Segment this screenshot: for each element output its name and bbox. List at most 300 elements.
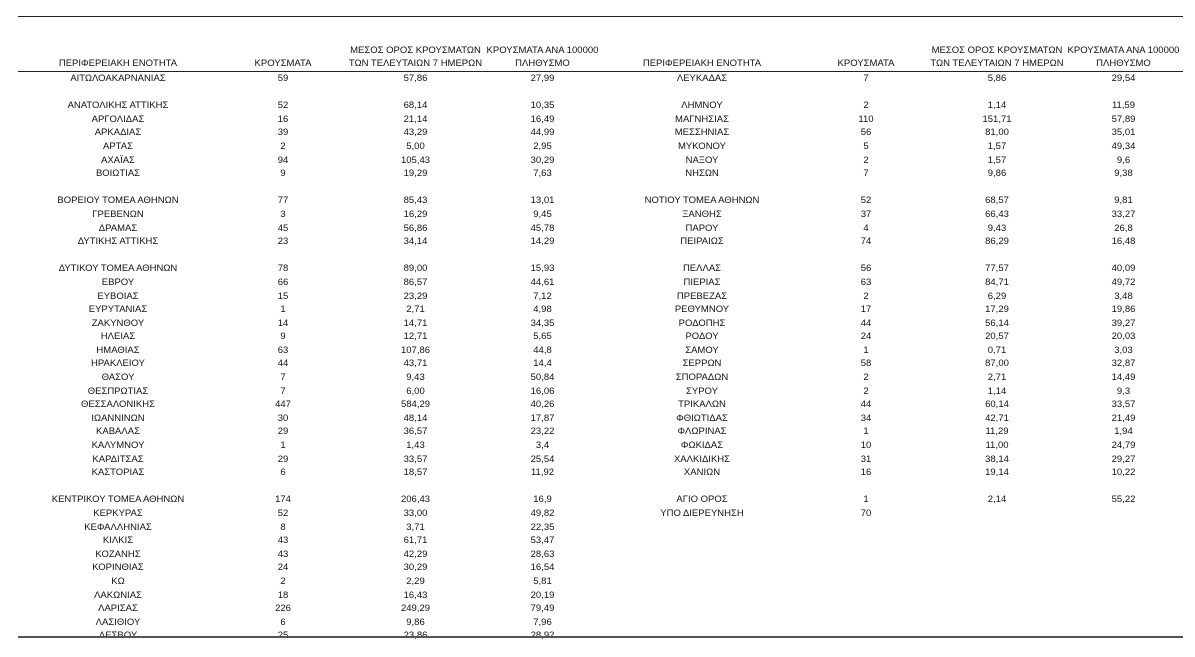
- per-100k-cell: 20,19: [530, 589, 555, 601]
- cases-cell: 10: [860, 440, 872, 452]
- avg-7-days-cell: 77,57: [985, 263, 1009, 275]
- table-left-half: [18, 44, 602, 643]
- region-cell: ΛΑΡΙΣΑΣ: [98, 603, 138, 615]
- table-row: [602, 425, 1183, 439]
- per-100k-cell: 17,87: [530, 412, 555, 424]
- header-cases-label: ΚΡΟΥΣΜΑΤΑ: [837, 58, 895, 69]
- cases-cell: 66: [277, 276, 289, 288]
- table-row: [18, 412, 602, 426]
- cases-cell: 23: [277, 236, 289, 248]
- avg-7-days-cell: 16,29: [403, 208, 428, 220]
- per-100k-cell: 16,48: [1111, 236, 1136, 248]
- avg-7-days-cell: 6,00: [406, 385, 425, 397]
- region-cell: ΚΕΦΑΛΛΗΝΙΑΣ: [84, 521, 152, 533]
- table-row: [18, 602, 602, 616]
- region-cell: ΣΕΡΡΩΝ: [682, 358, 722, 370]
- table-row: [18, 344, 602, 358]
- per-100k-cell: 49,72: [1111, 276, 1136, 288]
- avg-7-days-cell: 2,14: [987, 494, 1007, 506]
- avg-7-days-cell: 33,57: [403, 453, 428, 465]
- cases-cell: 70: [860, 508, 872, 519]
- cases-cell: 9: [280, 168, 286, 180]
- avg-7-days-cell: 81,00: [985, 127, 1009, 139]
- table-row: [602, 276, 1183, 290]
- per-100k-cell: 14,49: [1111, 372, 1136, 384]
- avg-7-days-cell: 17,29: [985, 304, 1009, 316]
- cases-cell: 2: [863, 154, 869, 166]
- cases-cell: 16: [277, 113, 289, 125]
- header-cases-label: ΚΡΟΥΣΜΑΤΑ: [254, 58, 312, 69]
- table-row: [602, 344, 1183, 358]
- table-row: [18, 290, 602, 304]
- region-cell: ΚΙΛΚΙΣ: [102, 535, 134, 547]
- spacer-row: [18, 86, 602, 100]
- cases-cell: 58: [860, 358, 872, 370]
- per-100k-cell: 21,49: [1111, 412, 1136, 424]
- table-row: [602, 222, 1183, 236]
- per-100k-cell: 39,27: [1111, 317, 1136, 329]
- table-row: [602, 303, 1183, 317]
- cases-table-right: [602, 44, 1183, 521]
- avg-7-days-cell: 20,57: [985, 331, 1009, 343]
- cases-cell: 34: [860, 412, 872, 424]
- avg-7-days-cell: 2,29: [406, 575, 425, 587]
- per-100k-cell: 33,57: [1111, 399, 1136, 411]
- per-100k-cell: 19,86: [1111, 304, 1136, 316]
- region-cell: ΓΡΕΒΕΝΩΝ: [92, 208, 144, 220]
- table-row: [18, 330, 602, 344]
- region-cell: ΜΑΓΝΗΣΙΑΣ: [675, 113, 729, 125]
- cases-cell: 1: [863, 344, 869, 356]
- per-100k-cell: 10,22: [1111, 467, 1136, 479]
- avg-7-days-cell: 57,86: [403, 73, 428, 84]
- region-cell: ΦΘΙΩΤΙΔΑΣ: [676, 412, 728, 424]
- table-row: [18, 425, 602, 439]
- cases-cell: 43: [277, 535, 289, 547]
- header-avg-line2: ΤΩΝ ΤΕΛΕΥΤΑΙΩΝ 7 ΗΜΕΡΩΝ: [348, 58, 483, 69]
- per-100k-cell: 22,35: [530, 521, 555, 533]
- table-row: [18, 262, 602, 276]
- per-100k-cell: 11,59: [1111, 100, 1136, 112]
- per-100k-cell: 26,8: [1114, 222, 1133, 234]
- cases-cell: 16: [860, 467, 872, 479]
- header-per-100k: [483, 44, 602, 72]
- avg-7-days-cell: 23,29: [403, 290, 428, 302]
- cases-cell: 9: [280, 331, 286, 343]
- cases-cell: 5: [863, 140, 869, 152]
- table-row: [602, 371, 1183, 385]
- per-100k-cell: 28,63: [530, 548, 555, 560]
- per-100k-cell: 57,89: [1111, 113, 1136, 125]
- region-cell: ΑΓΙΟ ΟΡΟΣ: [676, 494, 728, 506]
- cases-cell: 44: [860, 399, 872, 411]
- table-row: [18, 589, 602, 603]
- cases-cell: 59: [277, 73, 289, 84]
- cases-cell: 226: [275, 603, 291, 615]
- per-100k-cell: 5,81: [533, 575, 552, 587]
- region-cell: ΚΑΛΥΜΝΟΥ: [91, 440, 145, 452]
- table-row: [18, 276, 602, 290]
- spacer-cell: [18, 86, 602, 100]
- cases-cell: 14: [277, 317, 289, 329]
- avg-7-days-cell: 56,86: [403, 222, 428, 234]
- header-avg-line1: ΜΕΣΟΣ ΟΡΟΣ ΚΡΟΥΣΜΑΤΩΝ: [931, 45, 1063, 56]
- region-cell: ΣΑΜΟΥ: [685, 344, 719, 356]
- table-body-left: [18, 72, 602, 643]
- per-100k-cell: 1,94: [1114, 426, 1133, 438]
- cases-cell: 1: [863, 426, 869, 438]
- per-100k-cell: 29,27: [1111, 453, 1136, 465]
- per-100k-cell: 44,61: [530, 276, 555, 288]
- cases-cell: 44: [277, 358, 289, 370]
- header-row: [602, 44, 1183, 72]
- region-cell: ΤΡΙΚΑΛΩΝ: [678, 399, 726, 411]
- per-100k-cell: 44,8: [533, 344, 552, 356]
- table-row: [18, 72, 602, 86]
- table-row: [18, 154, 602, 168]
- cases-cell: 447: [275, 399, 291, 411]
- region-cell: ΚΟΡΙΝΘΙΑΣ: [92, 562, 144, 574]
- table-row: [602, 262, 1183, 276]
- avg-7-days-cell: 60,14: [985, 399, 1009, 411]
- cases-cell: 4: [863, 222, 869, 234]
- avg-7-days-cell: 1,57: [987, 154, 1007, 166]
- cases-cell: 1: [863, 494, 869, 506]
- avg-7-days-cell: 43,71: [403, 358, 428, 370]
- avg-7-days-cell: 68,57: [985, 195, 1009, 207]
- per-100k-cell: 27,99: [530, 73, 555, 84]
- region-cell: ΛΕΥΚΑΔΑΣ: [676, 73, 728, 84]
- cases-cell: 15: [277, 290, 289, 302]
- avg-7-days-cell: 0,71: [987, 344, 1007, 356]
- avg-7-days-cell: 3,71: [406, 521, 425, 533]
- region-cell: ΙΩΑΝΝΙΝΩΝ: [91, 412, 145, 424]
- region-cell: ΦΩΚΙΔΑΣ: [680, 440, 724, 452]
- per-100k-cell: 9,45: [533, 208, 552, 220]
- region-cell: ΛΗΜΝΟΥ: [681, 100, 723, 112]
- cases-cell: 2: [280, 575, 286, 587]
- cases-cell: 56: [860, 263, 872, 275]
- region-cell: ΦΛΩΡΙΝΑΣ: [677, 426, 727, 438]
- per-100k-cell: 20,03: [1111, 331, 1136, 343]
- per-100k-cell: 3,03: [1114, 344, 1133, 356]
- cases-cell: 7: [280, 385, 286, 397]
- spacer-cell: [18, 181, 602, 195]
- cases-cell: 63: [860, 276, 872, 288]
- per-100k-cell: 5,65: [533, 331, 552, 343]
- region-cell: ΗΡΑΚΛΕΙΟΥ: [91, 358, 145, 370]
- avg-7-days-cell: 87,00: [985, 358, 1009, 370]
- avg-7-days-cell: 30,29: [403, 562, 428, 574]
- spacer-row: [18, 249, 602, 263]
- table-body-right: [602, 72, 1183, 521]
- per-100k-cell: 4,98: [533, 304, 552, 316]
- spacer-row: [18, 480, 602, 494]
- avg-7-days-cell: 21,14: [403, 113, 428, 125]
- region-cell: ΧΑΛΚΙΔΙΚΗΣ: [673, 453, 731, 465]
- region-cell: ΚΩ: [111, 575, 125, 587]
- per-100k-cell: 11,92: [530, 467, 555, 479]
- cases-cell: 17: [860, 304, 872, 316]
- region-cell: ΕΥΡΥΤΑΝΙΑΣ: [88, 304, 148, 316]
- region-cell: ΛΑΚΩΝΙΑΣ: [94, 589, 142, 601]
- cases-cell: 29: [277, 453, 289, 465]
- table-row: [602, 99, 1183, 113]
- avg-7-days-cell: 66,43: [985, 208, 1009, 220]
- region-cell: ΠΑΡΟΥ: [685, 222, 719, 234]
- region-cell: ΡΕΘΥΜΝΟΥ: [674, 304, 730, 316]
- per-100k-cell: 50,84: [530, 372, 555, 384]
- avg-7-days-cell: 19,14: [985, 467, 1009, 479]
- table-row: [18, 561, 602, 575]
- per-100k-cell: 30,29: [530, 154, 555, 166]
- region-cell: ΜΥΚΟΝΟΥ: [678, 140, 726, 152]
- cases-cell: 45: [277, 222, 289, 234]
- avg-7-days-cell: 43,29: [403, 127, 428, 139]
- header-cases: [218, 44, 348, 72]
- per-100k-cell: 45,78: [530, 222, 555, 234]
- per-100k-cell: 7,63: [533, 168, 552, 180]
- table-row: [602, 167, 1183, 181]
- header-per100k-line1: ΚΡΟΥΣΜΑΤΑ ΑΝΑ 100000: [1067, 45, 1180, 56]
- region-cell: ΚΕΡΚΥΡΑΣ: [93, 508, 143, 519]
- cases-cell: 7: [280, 372, 286, 384]
- avg-7-days-cell: 151,71: [982, 113, 1012, 125]
- cases-cell: 29: [277, 426, 289, 438]
- top-rule: [18, 16, 1183, 17]
- cases-cell: 52: [277, 508, 289, 519]
- table-row: [18, 303, 602, 317]
- per-100k-cell: 49,82: [530, 508, 555, 519]
- per-100k-cell: 28,92: [530, 630, 555, 642]
- region-cell: ΛΑΣΙΘΙΟΥ: [95, 616, 141, 628]
- table-row: [602, 72, 1183, 86]
- table-row: [18, 167, 602, 181]
- avg-7-days-cell: 86,57: [403, 276, 428, 288]
- region-cell: ΡΟΔΟΠΗΣ: [678, 317, 726, 329]
- per-100k-cell: 9,81: [1114, 195, 1133, 207]
- avg-7-days-cell: [930, 507, 1064, 521]
- region-cell: ΚΑΣΤΟΡΙΑΣ: [91, 467, 145, 479]
- cases-cell: 78: [277, 263, 289, 275]
- spacer-cell: [602, 480, 1183, 494]
- per-100k-cell: 32,87: [1111, 358, 1136, 370]
- avg-7-days-cell: 5,86: [987, 73, 1007, 84]
- table-row: [18, 208, 602, 222]
- region-cell: ΠΡΕΒΕΖΑΣ: [676, 290, 728, 302]
- region-cell: ΔΡΑΜΑΣ: [98, 222, 138, 234]
- avg-7-days-cell: 38,14: [985, 453, 1009, 465]
- cases-cell: 3: [280, 208, 286, 220]
- avg-7-days-cell: 56,14: [985, 317, 1009, 329]
- table-right-half: [602, 44, 1183, 521]
- table-row: [602, 208, 1183, 222]
- region-cell: ΠΙΕΡΙΑΣ: [683, 276, 721, 288]
- table-row: [18, 507, 602, 521]
- region-cell: ΝΗΣΩΝ: [685, 168, 719, 180]
- cases-cell: 37: [860, 208, 872, 220]
- cases-cell: 2: [863, 385, 869, 397]
- region-cell: ΧΑΝΙΩΝ: [683, 467, 721, 479]
- table-row: [18, 398, 602, 412]
- avg-7-days-cell: 34,14: [403, 236, 428, 248]
- table-row: [602, 398, 1183, 412]
- avg-7-days-cell: 11,29: [985, 426, 1009, 438]
- region-cell: ΑΝΑΤΟΛΙΚΗΣ ΑΤΤΙΚΗΣ: [67, 100, 169, 112]
- table-row: [602, 290, 1183, 304]
- per-100k-cell: 7,96: [533, 616, 552, 628]
- table-row: [18, 453, 602, 467]
- avg-7-days-cell: 42,29: [403, 548, 428, 560]
- avg-7-days-cell: 14,71: [403, 317, 428, 329]
- avg-7-days-cell: 12,71: [403, 331, 428, 343]
- avg-7-days-cell: 33,00: [403, 508, 428, 519]
- table-row: [18, 357, 602, 371]
- table-row: [602, 330, 1183, 344]
- spacer-row: [602, 86, 1183, 100]
- cases-cell: 2: [280, 140, 286, 152]
- cases-cell: 7: [863, 168, 869, 180]
- per-100k-cell: 23,22: [530, 426, 555, 438]
- per-100k-cell: 16,9: [533, 494, 552, 506]
- per-100k-cell: 9,3: [1116, 385, 1131, 397]
- per-100k-cell: 14,29: [530, 236, 555, 248]
- region-cell: ΔΥΤΙΚΟΥ ΤΟΜΕΑ ΑΘΗΝΩΝ: [58, 263, 178, 275]
- header-region-label: ΠΕΡΙΦΕΡΕΙΑΚΗ ΕΝΟΤΗΤΑ: [642, 58, 762, 69]
- per-100k-cell: 7,12: [533, 290, 552, 302]
- spacer-row: [18, 181, 602, 195]
- per-100k-cell: 79,49: [530, 603, 555, 615]
- region-cell: ΜΕΣΣΗΝΙΑΣ: [674, 127, 730, 139]
- region-cell: ΥΠΟ ΔΙΕΡΕΥΝΗΣΗ: [660, 508, 744, 519]
- bottom-rule: [18, 636, 1183, 638]
- region-cell: ΡΟΔΟΥ: [685, 331, 719, 343]
- cases-cell: 2: [863, 100, 869, 112]
- region-cell: ΑΧΑΪΑΣ: [101, 154, 135, 166]
- table-row: [18, 466, 602, 480]
- avg-7-days-cell: 107,86: [400, 344, 431, 356]
- avg-7-days-cell: 19,29: [403, 168, 428, 180]
- per-100k-cell: 34,35: [530, 317, 555, 329]
- per-100k-cell: 16,06: [530, 385, 555, 397]
- spacer-cell: [602, 249, 1183, 263]
- avg-7-days-cell: 9,86: [406, 616, 425, 628]
- avg-7-days-cell: 85,43: [403, 195, 428, 207]
- per-100k-cell: 33,27: [1111, 208, 1136, 220]
- avg-7-days-cell: 16,43: [403, 589, 428, 601]
- header-region: [18, 44, 218, 72]
- avg-7-days-cell: 6,29: [987, 290, 1007, 302]
- table-row: [602, 493, 1183, 507]
- avg-7-days-cell: 584,29: [400, 399, 431, 411]
- spacer-row: [602, 480, 1183, 494]
- per-100k-cell: 9,6: [1116, 154, 1131, 166]
- avg-7-days-cell: 9,43: [406, 372, 425, 384]
- table-row: [602, 235, 1183, 249]
- per-100k-cell: 29,54: [1111, 73, 1136, 84]
- table-row: [602, 317, 1183, 331]
- avg-7-days-cell: 84,71: [985, 276, 1009, 288]
- per-100k-cell: 24,79: [1111, 440, 1136, 452]
- avg-7-days-cell: 36,57: [403, 426, 428, 438]
- table-row: [602, 439, 1183, 453]
- table-row: [18, 222, 602, 236]
- avg-7-days-cell: 86,29: [985, 236, 1009, 248]
- cases-cell: 1: [280, 440, 286, 452]
- avg-7-days-cell: 105,43: [400, 154, 431, 166]
- table-row: [18, 521, 602, 535]
- avg-7-days-cell: 18,57: [403, 467, 428, 479]
- cases-cell: 24: [277, 562, 289, 574]
- table-row: [602, 194, 1183, 208]
- header-avg-7-days: [348, 44, 483, 72]
- table-row: [18, 534, 602, 548]
- table-row: [18, 99, 602, 113]
- cases-cell: 2: [863, 372, 869, 384]
- per-100k-cell: 14,4: [533, 358, 552, 370]
- avg-7-days-cell: 1,57: [987, 140, 1007, 152]
- table-row: [602, 466, 1183, 480]
- header-per100k-line2: ΠΛΗΘΥΣΜΟ: [1096, 58, 1151, 69]
- region-cell: ΣΥΡΟΥ: [686, 385, 718, 397]
- region-cell: ΒΟΡΕΙΟΥ ΤΟΜΕΑ ΑΘΗΝΩΝ: [57, 195, 179, 207]
- cases-cell: 44: [860, 317, 872, 329]
- spacer-cell: [602, 181, 1183, 195]
- avg-7-days-cell: 1,14: [987, 385, 1007, 397]
- header-per-100k: [1064, 44, 1183, 72]
- region-cell: ΔΥΤΙΚΗΣ ΑΤΤΙΚΗΣ: [77, 236, 159, 248]
- per-100k-cell: [1064, 507, 1183, 521]
- table-row: [602, 412, 1183, 426]
- avg-7-days-cell: 9,43: [987, 222, 1007, 234]
- avg-7-days-cell: 206,43: [400, 494, 431, 506]
- cases-cell: 56: [860, 127, 872, 139]
- region-cell: ΣΠΟΡΑΔΩΝ: [675, 372, 729, 384]
- region-cell: ΗΛΕΙΑΣ: [100, 331, 136, 343]
- table-row: [602, 453, 1183, 467]
- per-100k-cell: 3,4: [535, 440, 550, 452]
- cases-cell: 52: [860, 195, 872, 207]
- header-avg-line2: ΤΩΝ ΤΕΛΕΥΤΑΙΩΝ 7 ΗΜΕΡΩΝ: [930, 58, 1064, 69]
- header-per100k-line2: ΠΛΗΘΥΣΜΟ: [515, 58, 570, 69]
- table-row: [602, 507, 1183, 521]
- avg-7-days-cell: 1,14: [987, 100, 1007, 112]
- table-row: [18, 548, 602, 562]
- cases-cell: 6: [280, 616, 286, 628]
- table-row: [18, 575, 602, 589]
- cases-cell: 43: [277, 548, 289, 560]
- avg-7-days-cell: 23,86: [403, 630, 428, 642]
- per-100k-cell: 25,54: [530, 453, 555, 465]
- per-100k-cell: 13,01: [530, 195, 555, 207]
- avg-7-days-cell: 1,43: [406, 440, 425, 452]
- table-row: [602, 154, 1183, 168]
- cases-cell: 18: [277, 589, 289, 601]
- table-row: [602, 357, 1183, 371]
- region-cell: ΑΡΤΑΣ: [103, 140, 133, 152]
- table-row: [602, 113, 1183, 127]
- table-row: [18, 371, 602, 385]
- table-row: [602, 385, 1183, 399]
- per-100k-cell: 40,09: [1111, 263, 1136, 275]
- cases-cell: 74: [860, 236, 872, 248]
- per-100k-cell: 55,22: [1111, 494, 1136, 506]
- per-100k-cell: 2,95: [533, 140, 552, 152]
- cases-cell: 25: [277, 630, 289, 642]
- spacer-row: [602, 249, 1183, 263]
- region-cell: ΘΕΣΠΡΩΤΙΑΣ: [87, 385, 149, 397]
- cases-cell: 31: [860, 453, 872, 465]
